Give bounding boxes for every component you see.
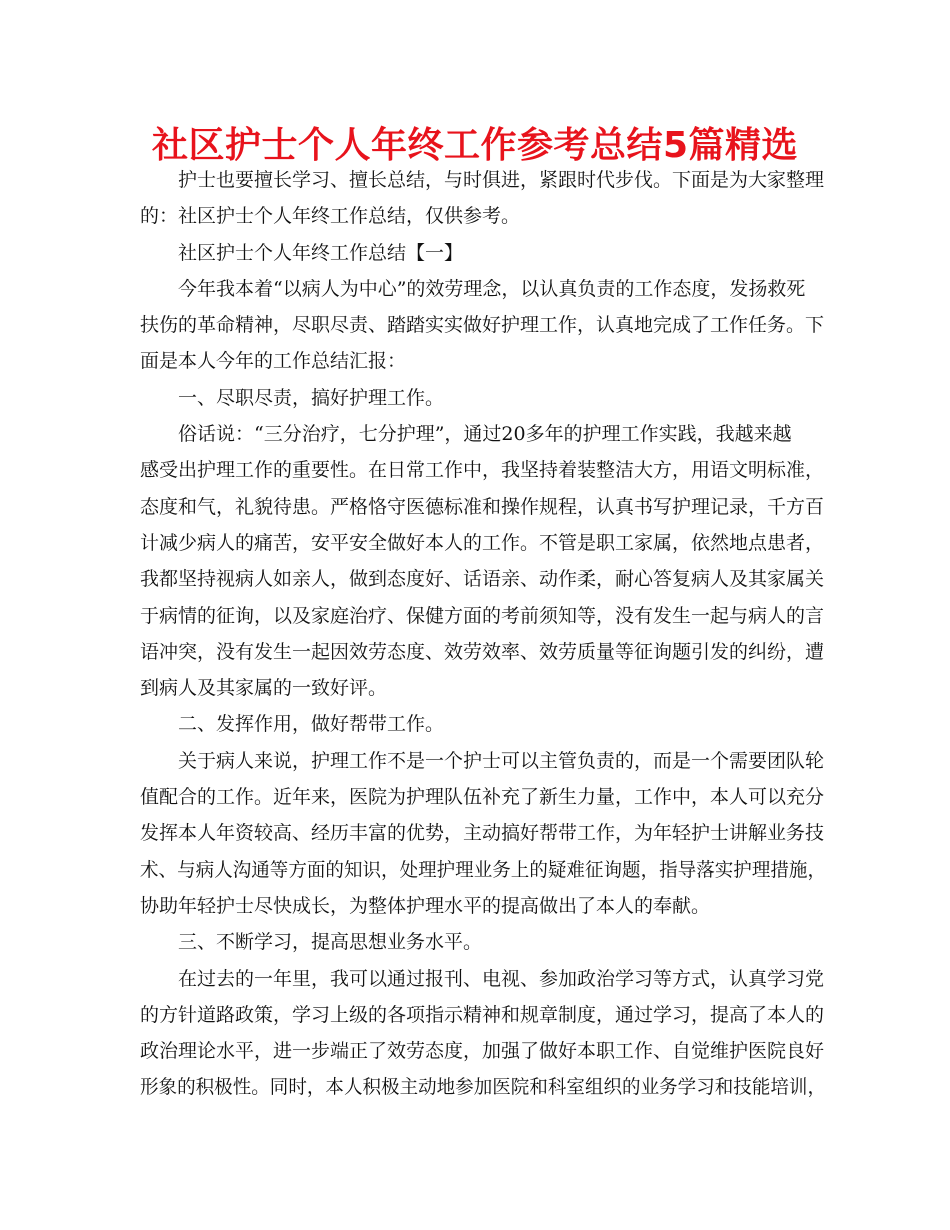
text-line: 社区护士个人年终工作总结【一】 [178,241,464,264]
text-line: 值配合的工作。近年来，医院为护理队伍补充了新生力量，工作中，本人可以充分 [140,786,825,809]
text-line: 发挥本人年资较高、经历丰富的优势，主动搞好帮带工作，为年轻护士讲解业务技 [140,822,825,845]
document-body [140,162,826,1106]
text-line: 形象的积极性。同时，本人积极主动地参加医院和科室组织的业务学习和技能培训， [140,1076,827,1099]
text-line: 在过去的一年里，我可以通过报刊、电视、参加政治学习等方式，认真学习党 [178,967,825,990]
text-line: 于病情的征询，以及家庭治疗、保健方面的考前须知等，没有发生一起与病人的言 [140,604,825,627]
text-line: 政治理论水平，进一步端正了效劳态度，加强了做好本职工作、自觉维护医院良好 [140,1040,825,1063]
text-line: 的：社区护士个人年终工作总结，仅供参考。 [140,205,521,228]
text-line: 面是本人今年的工作总结汇报： [140,350,407,373]
text-line: 俗话说：“三分治疗，七分护理”，通过20多年的护理工作实践，我越来越 [178,423,792,446]
text-line: 计减少病人的痛苦，安平安全做好本人的工作。不管是职工家属，依然地点患者， [140,531,825,554]
text-line: 我都坚持视病人如亲人，做到态度好、话语亲、动作柔，耐心答复病人及其家属关 [140,568,825,591]
text-line: 二、发挥作用，做好帮带工作。 [178,713,445,736]
text-line: 关于病人来说，护理工作不是一个护士可以主管负责的，而是一个需要团队轮 [178,749,825,772]
text-line: 协助年轻护士尽快成长，为整体护理水平的提高做出了本人的奉献。 [140,894,711,917]
text-line: 到病人及其家属的一致好评。 [140,677,388,700]
document-title: 社区护士个人年终工作参考总结5篇精选 [151,125,799,166]
text-line: 的方针道路政策，学习上级的各项指示精神和规章制度，通过学习，提高了本人的 [140,1003,825,1026]
text-line: 感受出护理工作的重要性。在日常工作中，我坚持着装整洁大方，用语文明标准， [140,459,825,482]
text-line: 三、不断学习，提高思想业务水平。 [178,931,483,954]
text-line: 语冲突，没有发生一起因效劳态度、效劳效率、效劳质量等征询题引发的纠纷，遭 [140,640,825,663]
text-line: 扶伤的革命精神，尽职尽责、踏踏实实做好护理工作，认真地完成了工作任务。下 [140,314,825,337]
text-line: 今年我本着“以病人为中心”的效劳理念，以认真负责的工作态度，发扬救死 [178,277,806,300]
text-line: 术、与病人沟通等方面的知识，处理护理业务上的疑难征询题，指导落实护理措施， [140,858,827,881]
text-line: 护士也要擅长学习、擅长总结，与时俱进，紧跟时代步伐。下面是为大家整理 [178,169,825,191]
text-line: 态度和气，礼貌待患。严格恪守医德标准和操作规程，认真书写护理记录，千方百 [140,495,825,518]
text-line: 一、尽职尽责，搞好护理工作。 [178,386,445,409]
